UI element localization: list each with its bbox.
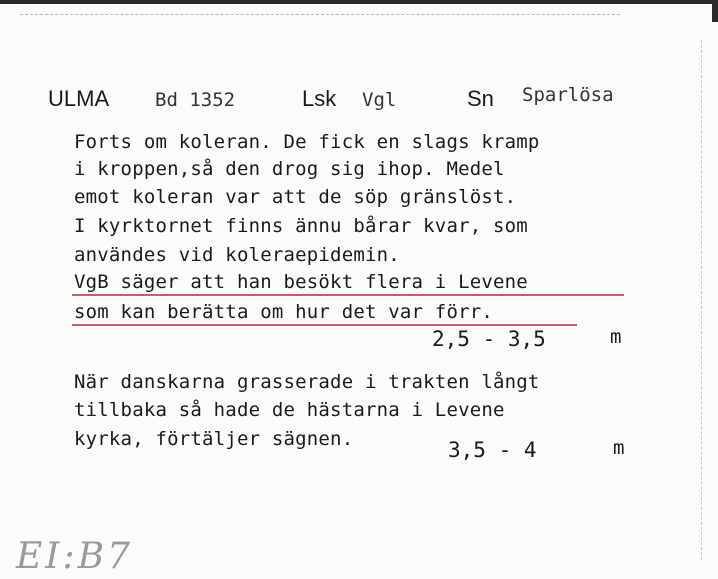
handwritten-signum: EI:B7 — [16, 536, 133, 577]
underlined-text-line: VgB säger att han besökt flera i Levene — [74, 271, 528, 293]
text-line: kyrka, förtäljer sägnen. — [74, 428, 354, 450]
text-line: emot koleran var att de söp gränslöst. — [74, 186, 517, 208]
card-corner-mark — [712, 0, 718, 22]
text-line: tillbaka så hade de hästarna i Levene — [74, 399, 505, 421]
archive-code: ULMA — [48, 86, 110, 111]
text-line: i kroppen,så den drog sig ihop. Medel — [74, 158, 505, 180]
perforation-right — [701, 40, 702, 560]
socken-label: Sn — [467, 86, 494, 111]
measurement-range: 3,5 - 4 — [448, 438, 537, 462]
text-line: Forts om koleran. De fick en slags kramp — [74, 131, 540, 153]
underlined-text-line: som kan berätta om hur det var förr. — [74, 301, 494, 323]
landskap-value: Vgl — [362, 89, 397, 111]
pink-underline — [72, 324, 577, 326]
measurement-range: 2,5 - 3,5 — [432, 327, 546, 351]
socken-value: Sparlösa — [522, 84, 614, 106]
landskap-label: Lsk — [302, 86, 337, 111]
record-number: Bd 1352 — [155, 89, 236, 111]
text-line: I kyrktornet finns ännu bårar kvar, som — [74, 215, 528, 237]
measurement-unit: m — [610, 326, 622, 348]
text-line: När danskarna grasserade i trakten långt — [74, 371, 540, 393]
text-line: användes vid koleraepidemin. — [74, 244, 400, 266]
perforation-top — [20, 14, 620, 15]
measurement-unit: m — [613, 437, 625, 459]
pink-underline — [72, 294, 624, 296]
card-top-edge — [0, 0, 718, 4]
